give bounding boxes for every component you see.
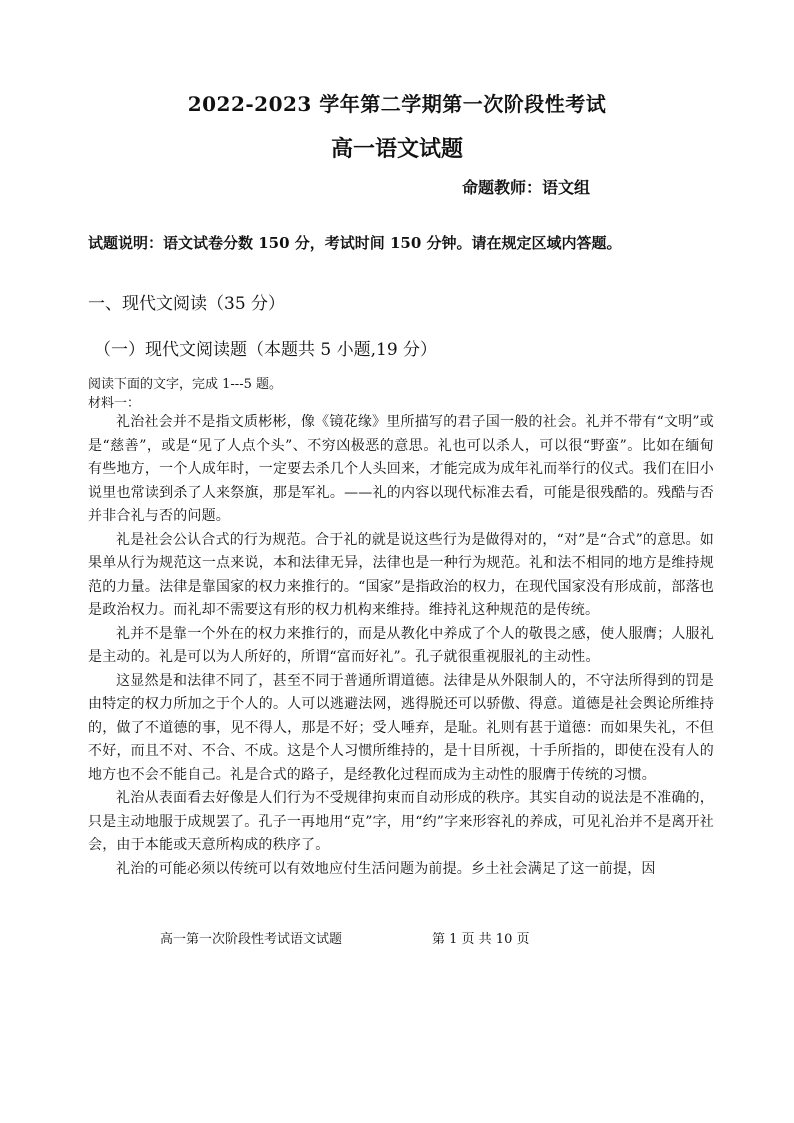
passage-paragraph: 这显然是和法律不同了，甚至不同于普通所谓道德。法律是从外限制人的，不守法所得到的罚是由特定的权力所加之于个人的。人可以逃避法网，逃得脱还可以骄傲、得意。道德是社会舆论所维持的，做了不道德的事，见不得人，那是不好；受人唾弃，是耻。礼则有甚于道德：而如果失礼，不但不好，而且不对、不合、不成。这是个人习惯所维持的，是十目所视，十手所指的，即使在没有人的地方也不会不能自己。礼是合式的路子，是经教化过程而成为主动性的服膺于传统的习惯。 <box>88 672 714 783</box>
passage-paragraph: 礼是社会公认合式的行为规范。合于礼的就是说这些行为是做得对的，“对”是“合式”的意思。如果单从行为规范这一点来说，本和法律无异，法律也是一种行为规范。礼和法不相同的地方是维持规范的力量。法律是靠国家的权力来推行的。“国家”是指政治的权力，在现代国家没有形成前，部落也是政治权力。而礼却不需要这有形的权力机构来维持。维持礼这种规范的是传统。 <box>88 531 714 618</box>
exam-instructions: 试题说明：语文试卷分数 150 分，考试时间 150 分钟。请在规定区域内答题。 <box>88 234 622 252</box>
subsection-title: （一）现代文阅读题（本题共 5 小题,19 分） <box>94 340 438 360</box>
section-title: 一、现代文阅读（35 分） <box>88 294 286 314</box>
reading-prompt: 阅读下面的文字，完成 1---5 题。 <box>88 377 282 392</box>
exam-author: 命题教师：语文组 <box>462 178 591 197</box>
exam-subtitle: 高一语文试题 <box>330 136 463 162</box>
passage-paragraph: 礼治的可能必须以传统可以有效地应付生活问题为前提。乡土社会满足了这一前提，因 <box>116 860 656 877</box>
reading-passage <box>88 411 714 881</box>
passage-paragraph: 礼并不是靠一个外在的权力来推行的，而是从教化中养成了个人的敬畏之感，使人服膺；人服礼是主动的。礼是可以为人所好的，所谓“富而好礼”。孔子就很重视服礼的主动性。 <box>88 625 714 665</box>
footer-exam-name: 高一第一次阶段性考试语文试题 <box>160 932 343 947</box>
passage-paragraph: 礼治从表面看去好像是人们行为不受规律拘束而自动形成的秩序。其实自动的说法是不准确的，只是主动地服于成规罢了。孔子一再地用“克”字，用“约”字来形容礼的养成，可见礼治并不是离开社会，由于本能或天意所构成的秩序了。 <box>88 790 714 853</box>
footer-page-number: 第 1 页 共 10 页 <box>432 932 530 947</box>
material-label: 材料一： <box>88 396 141 411</box>
passage-paragraph: 礼治社会并不是指文质彬彬，像《镜花缘》里所描写的君子国一般的社会。礼并不带有“文明”或是“慈善”，或是“见了人点个头”、不穷凶极恶的意思。礼也可以杀人，可以很“野蛮”。比如在缅甸有些地方，一个人成年时，一定要去杀几个人头回来，才能完成为成年礼而举行的仪式。我们在旧小说里也常读到杀了人来祭旗，那是军礼。——礼的内容以现代标准去看，可能是很残酷的。残酷与否并非合礼与否的问题。 <box>88 414 714 524</box>
exam-title: 2022-2023 学年第二学期第一次阶段性考试 <box>187 92 607 116</box>
